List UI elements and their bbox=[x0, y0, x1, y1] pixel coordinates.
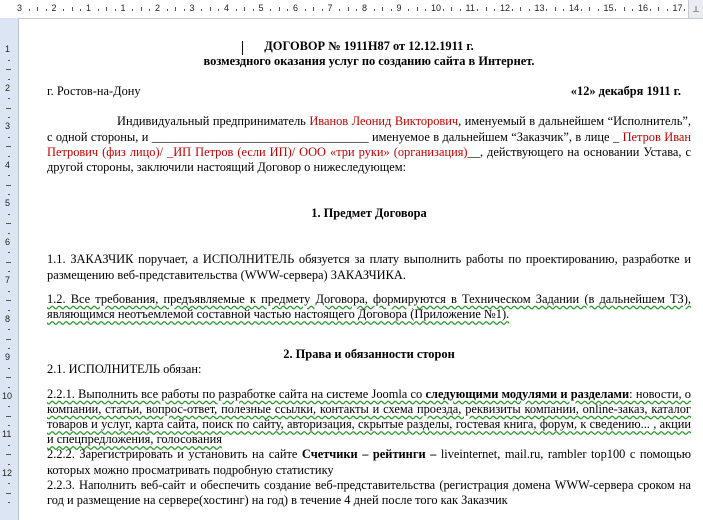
ruler-number: 3 bbox=[17, 3, 23, 13]
ruler-tick bbox=[408, 9, 409, 11]
ruler-tick bbox=[615, 9, 616, 11]
ruler-tick bbox=[253, 9, 254, 11]
ruler-number: 11 bbox=[465, 3, 475, 13]
intro-text-1: Индивидуальный предприниматель bbox=[117, 114, 310, 129]
ruler-tick bbox=[8, 348, 10, 349]
city-date-line bbox=[47, 84, 691, 99]
ruler-tick bbox=[313, 7, 314, 11]
ruler-number: 1 bbox=[5, 44, 11, 54]
ruler-number: 12 bbox=[500, 3, 511, 13]
clause-2-2-2-text-c: liveinternet, mail.ru, rambler top100 с помощью которых можно просматривать подробную статистику bbox=[47, 447, 691, 477]
clause-2-2-3: 2.2.3. Наполнить веб-сайт и обеспечить создание веб-представительства (регистрация домена WWW-сервера сроком на год и размещение на сервере(хостинг) на год) в течение 4 дней после того как Заказчик bbox=[47, 477, 691, 508]
ruler-tick bbox=[8, 98, 10, 99]
ruler-tick bbox=[8, 425, 10, 426]
intro-paragraph bbox=[47, 114, 691, 175]
doc-city: г. Ростов-на-Дону bbox=[47, 84, 141, 99]
ruler-tick bbox=[6, 454, 11, 455]
ruler-tick bbox=[512, 9, 513, 11]
ruler-tick bbox=[382, 7, 383, 11]
ruler-tick bbox=[6, 493, 11, 494]
ruler-tick bbox=[589, 7, 590, 11]
document-body[interactable] bbox=[47, 39, 691, 508]
ruler-tick bbox=[8, 387, 10, 388]
clause-2-2-2 bbox=[47, 447, 691, 477]
ruler-tick bbox=[175, 7, 176, 11]
ruler-tick bbox=[374, 9, 375, 11]
ruler-number: 2 bbox=[51, 3, 57, 13]
ruler-tick bbox=[8, 329, 10, 330]
ruler-number: 15 bbox=[603, 3, 614, 13]
ruler-tick bbox=[106, 7, 107, 11]
ruler-number: 1 bbox=[120, 3, 126, 13]
ruler-tick bbox=[29, 9, 30, 11]
ruler-number: 2 bbox=[155, 3, 161, 13]
ruler-tick bbox=[279, 7, 280, 11]
ruler-toggle-icon[interactable]: ⟂ bbox=[688, 0, 703, 18]
ruler-tick bbox=[529, 9, 530, 11]
ruler-tick bbox=[184, 9, 185, 11]
intro-text-3: __, действующего на основании Устава, с другой стороны, заключили настоящий Договор о нижеследующем: bbox=[47, 144, 692, 175]
ruler-tick bbox=[8, 271, 10, 272]
ruler-tick bbox=[6, 69, 11, 70]
clause-2-2-1-text-a: 2.2.1. Выполнить все работы по разработке сайта на системе Joomla со bbox=[47, 386, 426, 401]
ruler-tick bbox=[37, 7, 38, 11]
executor-name: Иванов Леонид Викторович bbox=[309, 114, 459, 129]
ruler-tick bbox=[546, 9, 547, 11]
ruler-tick bbox=[6, 108, 11, 109]
ruler-tick bbox=[6, 185, 11, 186]
ruler-tick bbox=[8, 175, 10, 176]
ruler-number: 3 bbox=[5, 121, 11, 131]
ruler-tick bbox=[8, 406, 10, 407]
ruler-tick bbox=[6, 339, 11, 340]
ruler-tick bbox=[650, 9, 651, 11]
ruler-tick bbox=[201, 9, 202, 11]
ruler-tick bbox=[132, 9, 133, 11]
ruler-tick bbox=[555, 7, 556, 11]
ruler-number: 12 bbox=[2, 467, 13, 478]
ruler-tick bbox=[63, 9, 64, 11]
clause-2-2-2-bold: Счетчики – рейтинги – bbox=[301, 447, 437, 462]
ruler-tick bbox=[520, 7, 521, 11]
ruler-number: 14 bbox=[569, 3, 580, 13]
ruler-tick bbox=[8, 291, 10, 292]
ruler-number: 11 bbox=[2, 429, 12, 439]
ruler-tick bbox=[632, 9, 633, 11]
ruler-number: 4 bbox=[5, 159, 11, 170]
ruler-number: 10 bbox=[2, 390, 13, 401]
ruler-tick bbox=[6, 262, 11, 263]
ruler-tick bbox=[6, 416, 11, 417]
ruler-number: 2 bbox=[5, 82, 11, 93]
customer-name: Петров Иван Петрович (физ лицо)/ _ИП Петров (если ИП)/ ООО «три руки» (организация) bbox=[47, 129, 692, 159]
ruler-tick bbox=[8, 233, 10, 234]
ruler-number: 10 bbox=[431, 3, 442, 13]
ruler-tick bbox=[8, 137, 10, 138]
ruler-tick bbox=[210, 7, 211, 11]
ruler-number: 7 bbox=[5, 275, 11, 285]
ruler-tick bbox=[80, 9, 81, 11]
ruler-tick bbox=[8, 252, 10, 253]
ruler-number: 3 bbox=[189, 3, 195, 13]
ruler-number: 5 bbox=[5, 198, 11, 208]
ruler-tick bbox=[8, 368, 10, 369]
ruler-tick bbox=[8, 445, 10, 446]
vertical-ruler[interactable] bbox=[0, 18, 19, 520]
ruler-number: 17 bbox=[672, 3, 683, 13]
ruler-tick bbox=[6, 223, 11, 224]
ruler-number: 9 bbox=[5, 352, 11, 362]
ruler-tick bbox=[8, 464, 10, 465]
ruler-tick bbox=[72, 7, 73, 11]
ruler-tick bbox=[8, 214, 10, 215]
intro-text-2: , именуемый в дальнейшем “Исполнитель”, с одной стороны, и ___________________________________ именуемое в дальнейшем “Заказчик”, в лице _ bbox=[47, 114, 691, 144]
ruler-number: 9 bbox=[396, 3, 402, 13]
ruler-tick bbox=[8, 60, 10, 61]
ruler-tick bbox=[6, 377, 11, 378]
ruler-number: 6 bbox=[293, 3, 299, 13]
ruler-tick bbox=[8, 502, 10, 503]
ruler-number: 7 bbox=[327, 3, 333, 13]
ruler-tick bbox=[322, 9, 323, 11]
ruler-tick bbox=[451, 7, 452, 11]
ruler-tick bbox=[244, 7, 245, 11]
ruler-tick bbox=[46, 9, 47, 11]
clause-1-1: 1.1. ЗАКАЗЧИК поручает, а ИСПОЛНИТЕЛЬ обязуется за плату выполнить работы по проектированию, разработке и размещению веб-представительства (WWW-сервера) ЗАКАЗЧИКА. bbox=[47, 252, 691, 282]
clause-2-2-2-text-a: 2.2.2. Зарегистрировать и установить на сайте bbox=[47, 447, 302, 462]
section2-heading: 2. Права и обязанности сторон bbox=[283, 347, 455, 362]
clause-1-2: 1.2. Все требования, предъявляемые к предмету Договора, формируются в Техническом Задании (в дальнейшем ТЗ), являющимся неотъемлемой составной частью настоящего Договора (Приложение №1). bbox=[47, 291, 691, 322]
ruler-tick bbox=[425, 9, 426, 11]
ruler-tick bbox=[98, 9, 99, 11]
doc-title: ДОГОВОР № 1911Н87 от 12.12.1911 г. bbox=[264, 39, 474, 53]
ruler-tick bbox=[667, 9, 668, 11]
ruler-tick bbox=[6, 146, 11, 147]
ruler-tick bbox=[339, 9, 340, 11]
ruler-tick bbox=[6, 300, 11, 301]
horizontal-ruler[interactable] bbox=[0, 0, 703, 19]
ruler-tick bbox=[624, 7, 625, 11]
ruler-tick bbox=[460, 9, 461, 11]
clause-2-1: 2.1. ИСПОЛНИТЕЛЬ обязан: bbox=[47, 362, 202, 377]
ruler-tick bbox=[391, 9, 392, 11]
ruler-tick bbox=[305, 9, 306, 11]
ruler-tick bbox=[236, 9, 237, 11]
ruler-tick bbox=[8, 310, 10, 311]
ruler-number: 6 bbox=[5, 236, 11, 247]
ruler-tick bbox=[141, 7, 142, 11]
clause-2-2-1-bold: следующими модулями и разделами bbox=[425, 386, 630, 401]
ruler-tick bbox=[477, 9, 478, 11]
ruler-tick bbox=[218, 9, 219, 11]
ruler-tick bbox=[8, 194, 10, 195]
ruler-tick bbox=[8, 79, 10, 80]
section1-heading: 1. Предмет Договора bbox=[311, 206, 427, 221]
ruler-number: 1 bbox=[86, 3, 92, 13]
ruler-tick bbox=[270, 9, 271, 11]
ruler-tick bbox=[598, 9, 599, 11]
ruler-tick bbox=[684, 9, 685, 11]
ruler-tick bbox=[486, 7, 487, 11]
ruler-number: 16 bbox=[638, 3, 649, 13]
ruler-tick bbox=[658, 7, 659, 11]
ruler-tick bbox=[563, 9, 564, 11]
clause-2-2-1 bbox=[47, 387, 691, 448]
ruler-tick bbox=[417, 7, 418, 11]
ruler-tick bbox=[581, 9, 582, 11]
ruler-tick bbox=[8, 483, 10, 484]
ruler-tick bbox=[443, 9, 444, 11]
ruler-tick bbox=[494, 9, 495, 11]
ruler-tick bbox=[348, 7, 349, 11]
ruler-tick bbox=[287, 9, 288, 11]
ruler-number: 4 bbox=[224, 3, 230, 13]
ruler-tick bbox=[167, 9, 168, 11]
clause-2-2-1-text-c: : новости, о компании, статьи, вопрос-ответ, полезные ссылки, контакты и схема проезда, реквизиты компании, online-заказ, каталог товаров и услуг, карта сайта, поиск по сайту, авторизация, скрытые разделы, гостевая книга, форум, к сведению... , акции и спецпредложения, голосования bbox=[47, 386, 691, 447]
ruler-number: 13 bbox=[534, 3, 545, 13]
ruler-number: 8 bbox=[362, 3, 368, 13]
document-page[interactable] bbox=[19, 19, 703, 520]
ruler-tick bbox=[8, 156, 10, 157]
ruler-tick bbox=[356, 9, 357, 11]
ruler-tick bbox=[8, 117, 10, 118]
ruler-number: 8 bbox=[5, 313, 11, 324]
ruler-tick bbox=[149, 9, 150, 11]
ruler-number: 5 bbox=[258, 3, 264, 13]
ruler-tick bbox=[115, 9, 116, 11]
doc-date: «12» декабря 1911 г. bbox=[570, 84, 681, 99]
doc-subtitle: возмездного оказания услуг по созданию сайта в Интернет. bbox=[203, 54, 535, 69]
